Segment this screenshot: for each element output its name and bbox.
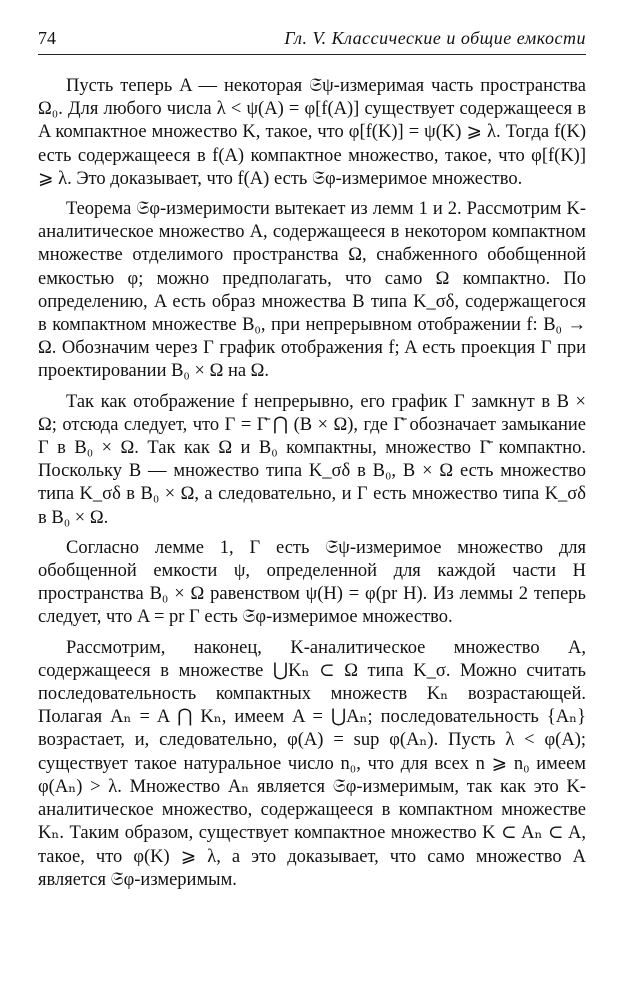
running-header <box>38 28 586 55</box>
page-body <box>38 75 586 892</box>
paragraph-2: Теорема 𝔖φ-измеримости вытекает из лемм 1 и 2. Рассмотрим K-аналитическое множество A, содержащееся в некотором компактном множестве отделимого пространства Ω, снабженного обобщенной емкостью φ; можно предполагать, что само Ω компактно. По определению, A есть образ множества B типа K_σδ, содержащегося в компактном множестве B₀, при непрерывном отображении f: B₀ → Ω. Обозначим через Γ график отображения f; A есть проекция Γ при проектировании B₀ × Ω на Ω. <box>38 199 586 382</box>
running-title: Гл. V. Классические и общие емкости <box>284 28 586 48</box>
page-number: 74 <box>38 28 56 48</box>
paragraph-1: Пусть теперь A — некоторая 𝔖ψ-измеримая часть пространства Ω₀. Для любого числа λ < ψ(A) = φ[f(A)] существует содержащееся в A компактное множество K, такое, что φ[f(K)] = ψ(K) ⩾ λ. Тогда f(K) есть содержащееся в f(A) компактное множество, такое, что φ[f(K)] ⩾ λ. Это доказывает, что f(A) есть 𝔖φ-измеримое множество. <box>38 76 586 189</box>
paragraph-5: Рассмотрим, наконец, K-аналитическое множество A, содержащееся в множестве ⋃Kₙ ⊂ Ω типа K_σ. Можно считать последовательность компактных множеств Kₙ возрастающей. Полагая Aₙ = A ⋂ Kₙ, имеем A = ⋃Aₙ; последовательность {Aₙ} возрастает, и, следовательно, φ(A) = sup φ(Aₙ). Пусть λ < φ(A); существует такое натуральное число n₀, что для всех n ⩾ n₀ имеем φ(Aₙ) > λ. Множество Aₙ является 𝔖φ-измеримым, так как это K-аналитическое множество, содержащееся в компактном множестве Kₙ. Таким образом, существует компактное множество K ⊂ Aₙ ⊂ A, такое, что φ(K) ⩾ λ, а это доказывает, что само множество A является 𝔖φ-измеримым. <box>38 637 586 890</box>
paragraph-3: Так как отображение f непрерывно, его график Γ замкнут в B × Ω; отсюда следует, что Γ = Γ̄ ⋂ (B × Ω), где Γ̄ обозначает замыкание Γ в B₀ × Ω. Так как Ω и B₀ компактны, множество Γ̄ компактно. Поскольку B — множество типа K_σδ в B₀, B × Ω есть множество типа K_σδ в B₀ × Ω, а следовательно, и Γ есть множество типа K_σδ в B₀ × Ω. <box>38 391 586 528</box>
paragraph-4: Согласно лемме 1, Γ есть 𝔖ψ-измеримое множество для обобщенной емкости ψ, определенной для каждой части H пространства B₀ × Ω равенством ψ(H) = φ(pr H). Из леммы 2 теперь следует, что A = pr Γ есть 𝔖φ-измеримое множество. <box>38 537 586 628</box>
